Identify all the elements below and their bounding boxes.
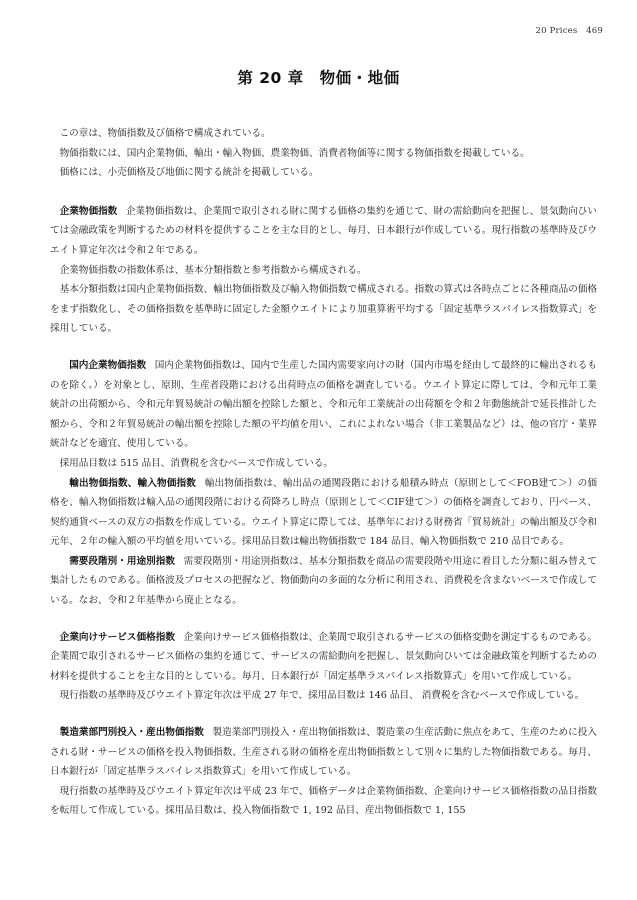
io-text: 製造業部門別投入・産出物価指数は、製造業の生産活動に焦点をあて、生産のために投入される財・サービスの価格を投入物価指数、生産される財の価格を産出物価指数として別々に集約した物価指数である。毎月、日本銀行が「固定基準ラスパイレス指数算式」を用いて作成している。	[50, 727, 598, 778]
sppi-text: 企業向けサービス価格指数は、企業間で取引されるサービスの価格変動を測定するものである。企業間で取引されるサービス価格の集約を通じて、サービスの需給動向を把握し、景気動向ひいては金融政策を判断するための材料を提供することを主な目的としている。毎月、日本銀行が「固定基準ラスパイレス指数算式」を用いて作成している。	[50, 631, 597, 682]
sppi-paragraph	[50, 628, 597, 687]
io-heading: 製造業部門別投入・産出物価指数	[59, 727, 204, 739]
io-paragraph-2: 現行指数の基準時及びウエイト算定年次は平成 23 年で、価格データは企業物価指数、企業向けサービス価格指数の品目指数を転用して作成している。採用品目数は、投入物価指数で 1, 192 品目、産出物価指数で 1, 155	[50, 785, 597, 817]
cgpi-heading: 企業物価指数	[59, 205, 118, 217]
chapter-title: 第 20 章 物価・地価	[237, 69, 400, 87]
sppi-heading: 企業向けサービス価格指数	[59, 631, 175, 643]
demand-text: 需要段階別・用途別指数は、基本分類指数を商品の需要段階や用途に着目した分類に組み替えて集計したものである。価格波及プロセスの把握など、物価動向の多面的な分析に利用され、消費税を含まないベースで作成している。なお、令和２年基準から廃止となる。	[50, 555, 597, 607]
domestic-paragraph-2: 採用品目数は 515 品目、消費税を含むベースで作成している。	[59, 457, 333, 469]
body-text	[50, 124, 597, 821]
demand-heading: 需要段階別・用途別指数	[69, 555, 175, 567]
intro-paragraph: 物価指数には、国内企業物価、輸出・輸入物価、農業物価、消費者物価等に関する物価指数を掲載している。	[59, 147, 530, 159]
trade-text: 輸出物価指数は、輸出品の通関段階における船積み時点（原則として＜FOB建て＞）の価格を、輸入物価指数は輸入品の通関段階における荷降ろし時点（原則として＜CIF建て＞）の価格を調査しており、円ベース、契約通貨ベースの双方の指数を作成している。ウエイト算定に際しては、基準年における財務省「貿易統計」の輸出額及び令和元年、２年の輸入額の平均値を用いている。採用品目数は輸出物価指数で 184 品目、輸入物価指数で 210 品目である。	[50, 477, 597, 548]
cgpi-paragraph-2: 企業物価指数の指数体系は、基本分類指数と参考指数から構成される。	[59, 264, 367, 276]
sppi-paragraph-2: 現行指数の基準時及びウエイト算定年次は平成 27 年で、採用品目数は 146 品目、 消費税を含むベースで作成している。	[59, 690, 585, 702]
domestic-text: 国内企業物価指数は、国内で生産した国内需要家向けの財（国内市場を経由して最終的に輸出されるものを除く。）を対象とし、原則、生産者段階における出荷時点の価格を調査している。ウエイト算定に際しては、令和元年工業統計の出荷額から、令和元年貿易統計の輸出額を控除した額と、令和元年工業統計の出荷額を令和２年動態統計で延長推計した額から、令和２年貿易統計の輸出額を控除した額の平均値を用い、これによれない場合（非工業製品など）は、他の官庁・業界統計などを適宜、使用している。	[50, 359, 598, 450]
intro-paragraph: この章は、物価指数及び価格で構成されている。	[59, 128, 271, 139]
trade-paragraph	[50, 474, 597, 552]
intro-paragraph: 価格には、小売価格及び地価に関する統計を掲載している。	[59, 167, 319, 179]
domestic-paragraph	[50, 356, 597, 454]
domestic-heading: 国内企業物価指数	[69, 359, 147, 371]
trade-heading: 輸出物価指数、輸入物価指数	[69, 477, 197, 489]
demand-paragraph	[50, 552, 597, 611]
cgpi-text: 企業物価指数は、企業間で取引される財に関する価格の集約を通じて、財の需給動向を把握し、景気動向ひいては金融政策を判断するための材料を提供することを主な目的とし、毎月、日本銀行が作成している。現行指数の基準時及びウエイト算定年次は令和２年である。	[50, 205, 598, 256]
cgpi-paragraph	[50, 202, 597, 261]
io-paragraph	[50, 723, 597, 782]
running-head: 20 Prices 469	[535, 26, 603, 36]
cgpi-paragraph-3: 基本分類指数は国内企業物価指数、輸出物価指数及び輸入物価指数で構成される。指数の算式は各時点ごとに各種商品の価格をまず指数化し、その価格指数を基準時に固定した金額ウエイトにより加重算術平均する「固定基準ラスパイレス指数算式」を採用している。	[50, 284, 597, 335]
